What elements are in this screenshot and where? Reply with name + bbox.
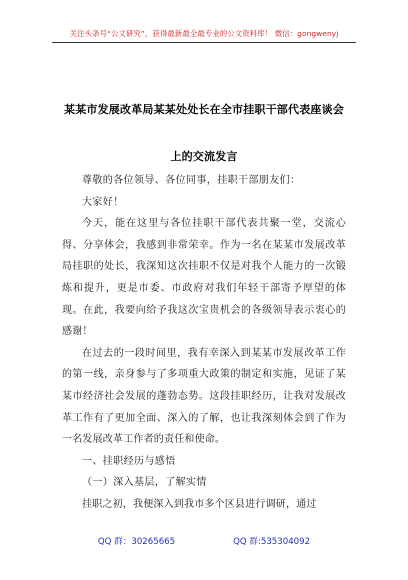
paragraph-experience: 在过去的一段时间里，我有幸深入到某某市发展改革工作的第一线，亲身参与了多项重大政策的制定和实施，见证了某某市经济社会发展的蓬勃态势。这段挂职经历，让我对发展改革工作有了更加全面、深入的了解，也让我深刻体会到了作为一名发展改革工作者的责任和使命。 bbox=[62, 347, 346, 446]
subsection-heading: （一）深入基层，了解实情 bbox=[82, 477, 207, 489]
header-divider bbox=[52, 42, 356, 43]
paragraph-intro: 今天，能在这里与各位挂职干部代表共聚一堂，交流心得、分享体会，我感到非常荣幸。作为一名在某某市发展改革局挂职的处长，我深知这次挂职不仅是对我个人能力的一次锻炼和提升，更是市委、市政府对我们年轻干部寄予厚望的体现。在此，我要向给予我这次宝贵机会的各级领导表示衷心的感谢！ bbox=[62, 218, 346, 338]
document-title-line-2: 上的交流发言 bbox=[170, 150, 238, 163]
greeting: 大家好！ bbox=[82, 196, 124, 208]
footer-qq-group-1: QQ 群：30265665 bbox=[97, 537, 176, 547]
document-title-line-1: 某某市发展改革局某某处处长在全市挂职干部代表座谈会 bbox=[64, 103, 344, 116]
section-heading: 一、挂职经历与感悟 bbox=[82, 455, 176, 467]
footer-qq-group-2: QQ 群:535304092 bbox=[233, 537, 311, 547]
header-banner: 关注头条号“公文研究”，获得最新最全最专业的公文资料库！ 微信：gongwenyj bbox=[69, 29, 339, 38]
footer-contacts bbox=[0, 535, 408, 547]
paragraph-fieldwork: 挂职之初，我便深入到我市多个区县进行调研，通过 bbox=[82, 498, 317, 510]
salutation: 尊敬的各位领导、各位同事，挂职干部朋友们： bbox=[82, 175, 301, 186]
document-body bbox=[62, 170, 346, 516]
